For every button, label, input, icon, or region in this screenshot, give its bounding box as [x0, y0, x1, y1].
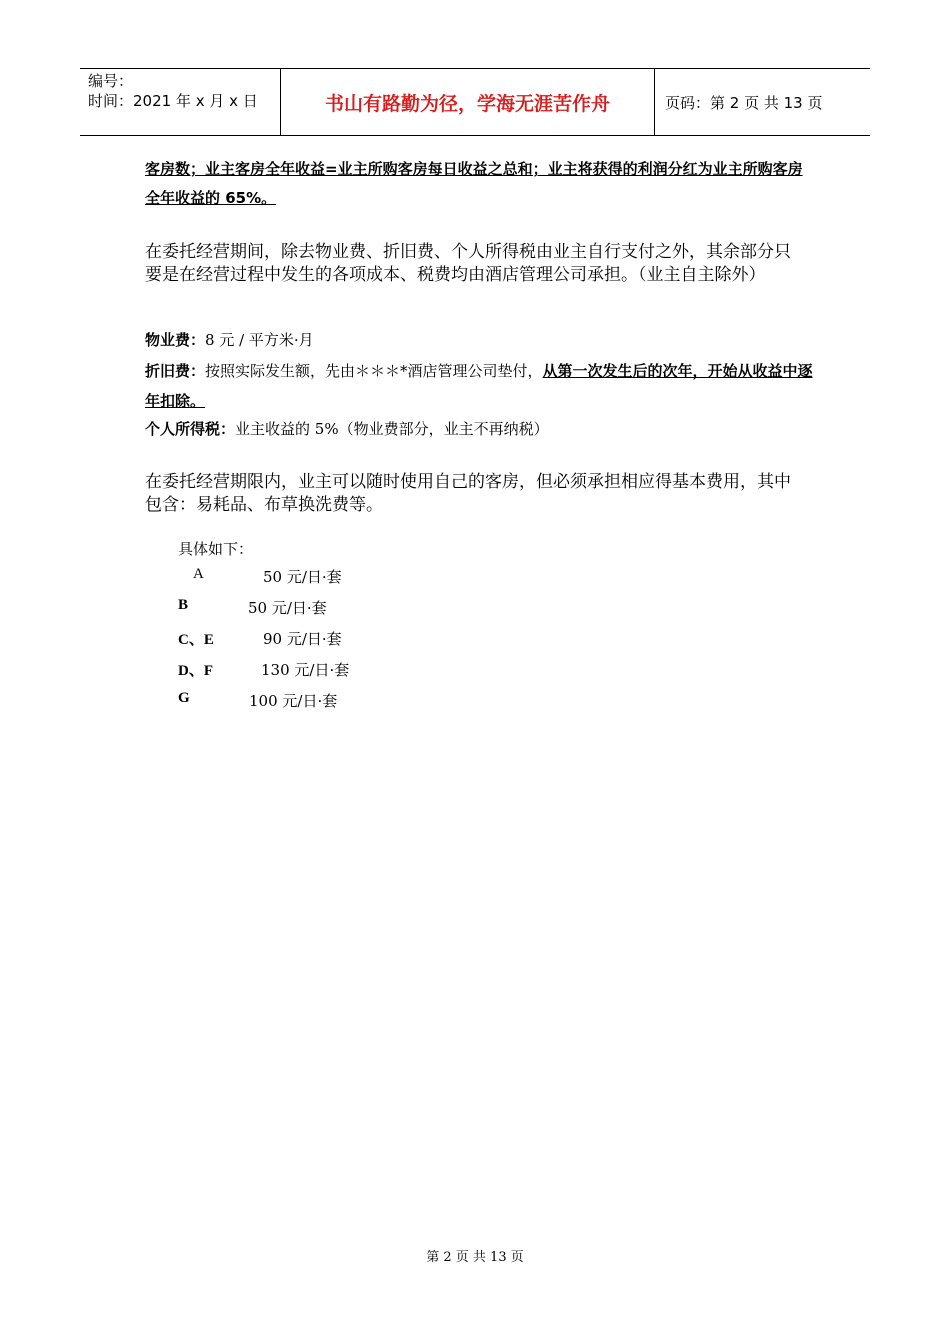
- income-tax-label: 个人所得税：: [145, 420, 236, 438]
- income-tax-line: [145, 414, 815, 444]
- header-page-info: 页码：第 2 页 共 13 页: [665, 93, 823, 112]
- header-meta: [80, 69, 281, 135]
- rate-price: 130 元/日·套: [261, 661, 350, 679]
- rate-type: C、E: [178, 632, 214, 648]
- depreciation-text: 按照实际发生额，先由＊＊＊*酒店管理公司垫付，: [205, 362, 543, 380]
- rate-type: D、F: [178, 663, 213, 679]
- time-label: 时间：2021 年 x 月 x 日: [88, 92, 258, 110]
- property-fee-value: 8 元 / 平方米·月: [205, 331, 314, 349]
- property-fee-line: [145, 325, 815, 355]
- profit-paragraph: 客房数；业主客房全年收益=业主所购客房每日收益之总和；业主将获得的利润分红为业主所购客房全年收益的 65%。: [145, 160, 803, 207]
- page-footer: 第 2 页 共 13 页: [426, 1250, 524, 1265]
- rate-price: 50 元/日·套: [263, 568, 342, 586]
- rate-price: 50 元/日·套: [248, 599, 327, 617]
- rate-price: 90 元/日·套: [263, 630, 342, 648]
- depreciation-bold-text: 从第一次发生后的次年，开始从收益中逐年扣除。: [145, 362, 813, 410]
- document-header: [80, 68, 870, 136]
- rate-type: G: [178, 690, 190, 706]
- usage-paragraph: 在委托经营期限内，业主可以随时使用自己的客房，但必须承担相应得基本费用，其中包含：易耗品、布草换洗费等。: [145, 472, 791, 515]
- depreciation-label: 折旧费：: [145, 362, 206, 380]
- expense-paragraph: 在委托经营期间，除去物业费、折旧费、个人所得税由业主自行支付之外，其余部分只要是在经营过程中发生的各项成本、税费均由酒店管理公司承担。（业主自主除外）: [145, 242, 791, 285]
- list-intro: 具体如下：: [178, 540, 254, 558]
- rate-price: 100 元/日·套: [249, 692, 338, 710]
- rate-type: A: [193, 566, 204, 582]
- income-tax-value: 业主收益的 5%（物业费部分，业主不再纳税）: [235, 420, 549, 438]
- header-motto: 书山有路勤为径，学海无涯苦作舟: [281, 69, 655, 135]
- property-fee-label: 物业费：: [145, 331, 206, 349]
- depreciation-line: [145, 356, 815, 416]
- code-label: 编号：: [88, 72, 134, 90]
- rate-type: B: [178, 597, 189, 613]
